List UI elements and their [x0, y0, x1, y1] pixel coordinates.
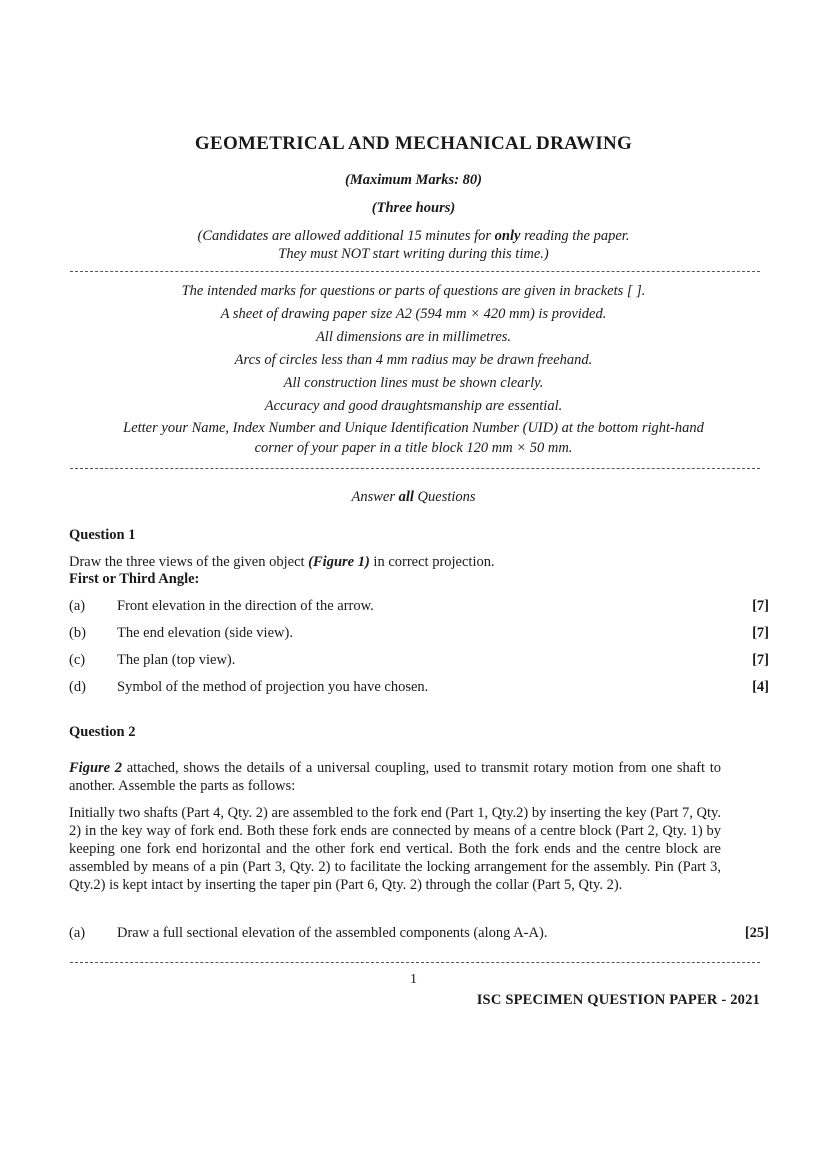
q1-part-d-marks: [4] — [752, 679, 769, 695]
instruction-3: All dimensions are in millimetres. — [315, 329, 512, 345]
q2-figure-ref: Figure 2 — [69, 760, 123, 776]
q1-intro-post: in correct projection. — [369, 554, 495, 570]
instruction-7: Letter your Name, Index Number and Unique Identification Number (UID) at the bottom right-hand — [123, 420, 704, 436]
question-1-angle: First or Third Angle: — [69, 571, 200, 587]
q1-part-c-text: The plan (top view). — [117, 652, 236, 668]
divider-top — [70, 271, 760, 272]
question-1-intro — [69, 553, 721, 571]
answer-all-line — [0, 489, 827, 506]
reading-time-only: only — [494, 228, 521, 244]
reading-time-pre: (Candidates are allowed additional 15 minutes for — [197, 228, 495, 244]
question-2-intro — [69, 759, 721, 795]
instruction-6: Accuracy and good draughtsmanship are essential. — [264, 398, 563, 414]
q1-part-b-marks: [7] — [752, 625, 769, 641]
q1-part-b-label: (b) — [69, 625, 86, 641]
paper-title: GEOMETRICAL AND MECHANICAL DRAWING — [194, 133, 633, 154]
reading-time-line-1 — [0, 228, 827, 245]
question-1-heading: Question 1 — [69, 527, 136, 543]
instruction-5: All construction lines must be shown clearly. — [283, 375, 544, 391]
q1-part-a-marks: [7] — [752, 598, 769, 614]
q1-part-a-text: Front elevation in the direction of the arrow. — [117, 598, 374, 614]
divider-bottom — [70, 962, 760, 963]
q1-part-b-text: The end elevation (side view). — [117, 625, 293, 641]
instruction-4: Arcs of circles less than 4 mm radius may be drawn freehand. — [234, 352, 593, 368]
max-marks: (Maximum Marks: 80) — [345, 172, 482, 188]
q2-part-a-text: Draw a full sectional elevation of the assembled components (along A-A). — [117, 925, 548, 941]
page-number: 1 — [410, 972, 417, 987]
q1-part-a — [69, 598, 769, 618]
answer-pre: Answer — [351, 489, 399, 505]
q1-part-c-label: (c) — [69, 652, 86, 668]
q1-part-a-label: (a) — [69, 598, 86, 614]
reading-time-line-2: They must NOT start writing during this time.) — [278, 246, 549, 262]
q1-intro-pre: Draw the three views of the given object — [69, 554, 309, 570]
q1-part-c-marks: [7] — [752, 652, 769, 668]
q2-part-a-label: (a) — [69, 925, 86, 941]
divider-middle — [70, 468, 760, 469]
duration: (Three hours) — [371, 200, 456, 216]
q2-intro-rest: attached, shows the details of a universal coupling, used to transmit rotary motion from one shaft to another. Assemble the parts as follows: — [69, 760, 722, 794]
reading-time-post: reading the paper. — [520, 228, 630, 244]
q1-part-b — [69, 625, 769, 645]
instruction-2: A sheet of drawing paper size A2 (594 mm × 420 mm) is provided. — [220, 306, 607, 322]
question-2-assembly-text: Initially two shafts (Part 4, Qty. 2) are assembled to the fork end (Part 1, Qty.2) by inserting the key (Part 7, Qty. 2) in the key way of fork end. Both these fork ends are connected by means of a centre block (Part 2, Qty. 1) by keeping one fork end horizontal and the other fork end vertical. Both the fork ends and the centre block are assembled by means of a pin (Part 3, Qty. 2) to facilitate the locking arrangement for the assembly. Pin (Part 3, Qty.2) is kept intact by inserting the taper pin (Part 6, Qty. 2) through the collar (Part 5, Qty. 2). — [69, 805, 721, 893]
q2-part-a — [69, 925, 769, 945]
paper-label: ISC SPECIMEN QUESTION PAPER - 2021 — [476, 992, 760, 1008]
q1-figure-ref: (Figure 1) — [308, 554, 370, 570]
q1-part-d-label: (d) — [69, 679, 86, 695]
instruction-8: corner of your paper in a title block 120 mm × 50 mm. — [254, 440, 573, 456]
q1-part-d — [69, 679, 769, 699]
answer-all: all — [398, 489, 414, 505]
q1-part-c — [69, 652, 769, 672]
instruction-1: The intended marks for questions or parts of questions are given in brackets [ ]. — [181, 283, 646, 299]
q1-part-d-text: Symbol of the method of projection you have chosen. — [117, 679, 429, 695]
q2-part-a-marks: [25] — [744, 925, 769, 941]
answer-post: Questions — [413, 489, 476, 505]
question-2-heading: Question 2 — [69, 724, 136, 740]
